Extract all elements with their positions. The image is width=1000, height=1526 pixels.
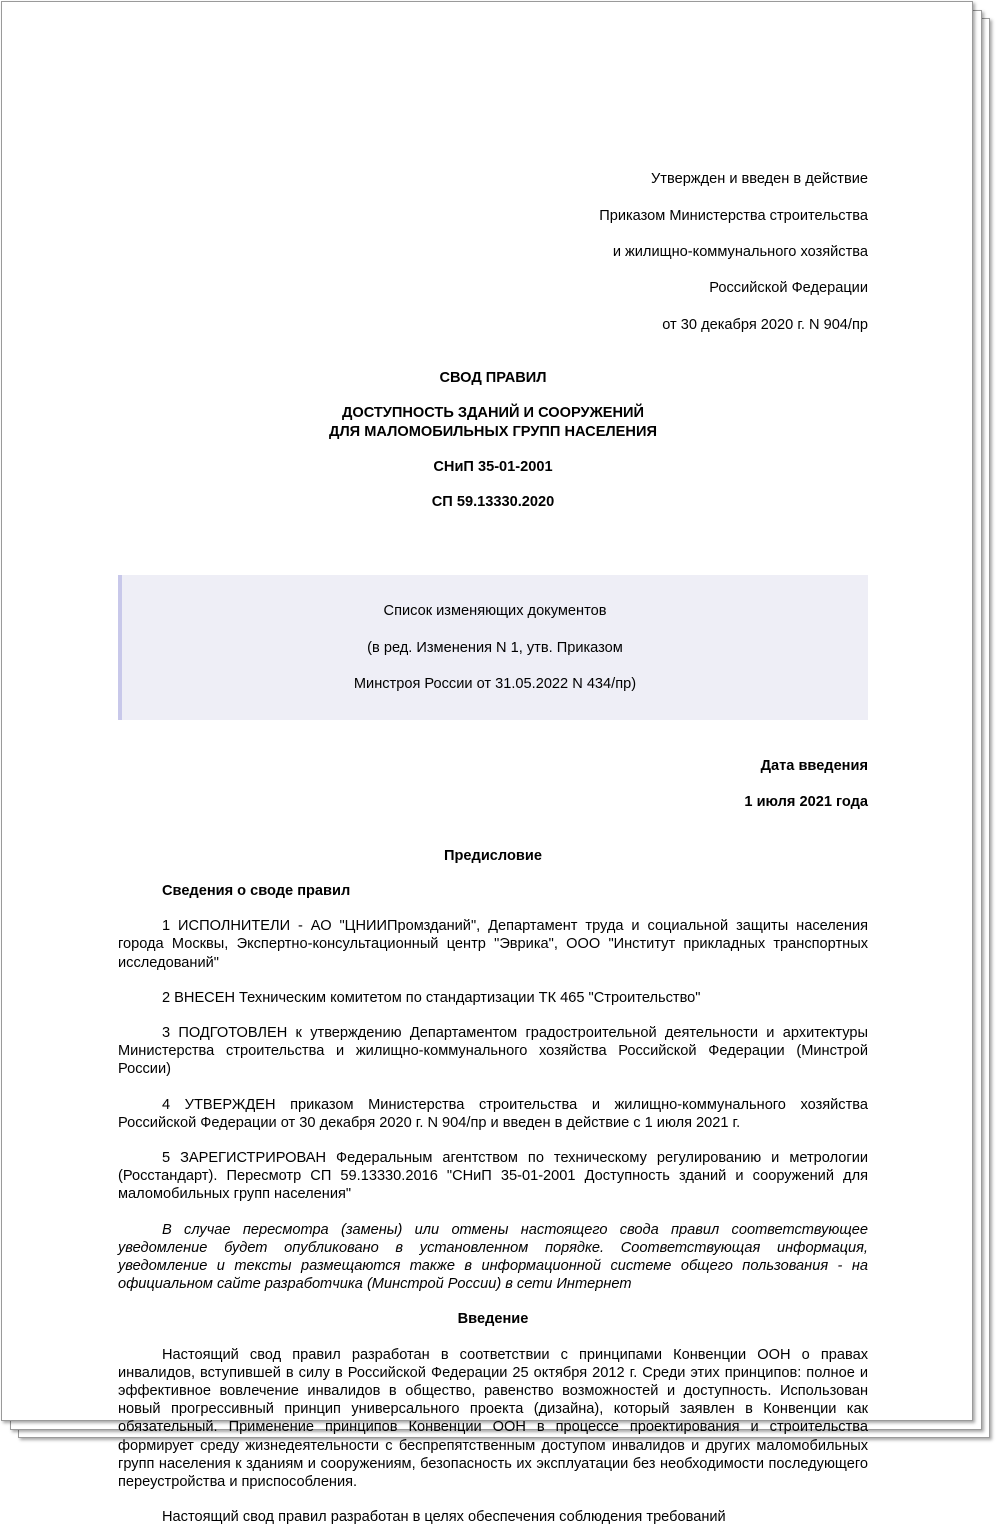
foreword-item: 2 ВНЕСЕН Техническим комитетом по стандартизации ТК 465 "Строительство" <box>162 989 701 1006</box>
document-title-line: ДЛЯ МАЛОМОБИЛЬНЫХ ГРУПП НАСЕЛЕНИЯ <box>329 423 657 440</box>
document-page[interactable] <box>1 1 973 1526</box>
introduction-heading: Введение <box>457 1311 529 1328</box>
foreword-item: 5 ЗАРЕГИСТРИРОВАН Федеральным агентством по техническому регулированию и метрологии (Росстандарт). Пересмотр СП 59.13330.2016 "СНиП 35-01-2001 Доступность зданий и сооружений для маломобильных групп населения" <box>118 1149 868 1203</box>
changes-line[interactable]: (в ред. Изменения N 1, утв. Приказом <box>367 639 623 656</box>
changes-box <box>118 575 868 719</box>
document-title <box>118 404 868 440</box>
document-kind: СВОД ПРАВИЛ <box>439 370 547 387</box>
foreword-notice: В случае пересмотра (замены) или отмены настоящего свода правил соответствующее уведомление будет опубликовано в установленном порядке. Соответствующая информация, уведомление и тексты размещаются также в информационной системе общего пользования - на официальном сайте разработчика (Минстрой России) в сети Интернет <box>118 1221 868 1293</box>
approval-line: от 30 декабря 2020 г. N 904/пр <box>662 316 868 333</box>
changes-line: Список изменяющих документов <box>383 603 607 620</box>
intro-date <box>118 739 868 830</box>
foreword-subheading: Сведения о своде правил <box>162 882 351 899</box>
approval-line: Утвержден и введен в действие <box>651 171 868 188</box>
approval-line: Приказом Министерства строительства <box>599 207 868 224</box>
sp-code: СП 59.13330.2020 <box>431 494 555 511</box>
document-title-line: ДОСТУПНОСТЬ ЗДАНИЙ И СООРУЖЕНИЙ <box>341 405 645 422</box>
document-content <box>118 152 868 1526</box>
foreword-item: 3 ПОДГОТОВЛЕН к утверждению Департаментом градостроительной деятельности и архитектуры Министерства строительства и жилищно-коммунального хозяйства Российской Федерации (Минстрой России) <box>118 1024 868 1078</box>
foreword-heading: Предисловие <box>444 847 542 864</box>
changes-line[interactable]: Минстроя России от 31.05.2022 N 434/пр) <box>353 676 637 693</box>
approval-line: и жилищно-коммунального хозяйства <box>612 244 868 261</box>
foreword-item: 1 ИСПОЛНИТЕЛИ - АО "ЦНИИПромзданий", Департамент труда и социальной защиты населения города Москвы, Экспертно-консультационный центр "Эврика", ООО "Институт прикладных транспортных исследований" <box>118 918 868 971</box>
approval-line: Российской Федерации <box>709 280 868 297</box>
introduction-paragraph: Настоящий свод правил разработан в соответствии с принципами Конвенции ООН о правах инвалидов, вступившей в силу в Российской Федерации 25 октября 2012 г. Среди этих принципов: полное и эффективное вовлечение инвалидов в общество, равенство возможностей и доступность. Использован новый прогрессивный принцип универсального проекта (дизайна), который заявлен в Конвенции как обязательный. Применение принципов Конвенции ООН в процессе проектирования и строительства формирует среду жизнедеятельности с беспрепятственным доступом инвалидов и других маломобильных групп населения к зданиям и сооружениям, безопасность их эксплуатации без необходимости последующего переустройства и приспособления. <box>118 1346 868 1490</box>
intro-date-value: 1 июля 2021 года <box>744 794 868 811</box>
snip-code: СНиП 35-01-2001 <box>433 458 553 475</box>
introduction-paragraph: Настоящий свод правил разработан в целях обеспечения соблюдения требований <box>162 1509 726 1526</box>
approval-block <box>118 152 868 352</box>
foreword-item: 4 УТВЕРЖДЕН приказом Министерства строительства и жилищно-коммунального хозяйства Российской Федерации от 30 декабря 2020 г. N 904/пр и введен в действие с 1 июля 2021 г. <box>118 1096 868 1131</box>
intro-date-label: Дата введения <box>760 757 868 774</box>
